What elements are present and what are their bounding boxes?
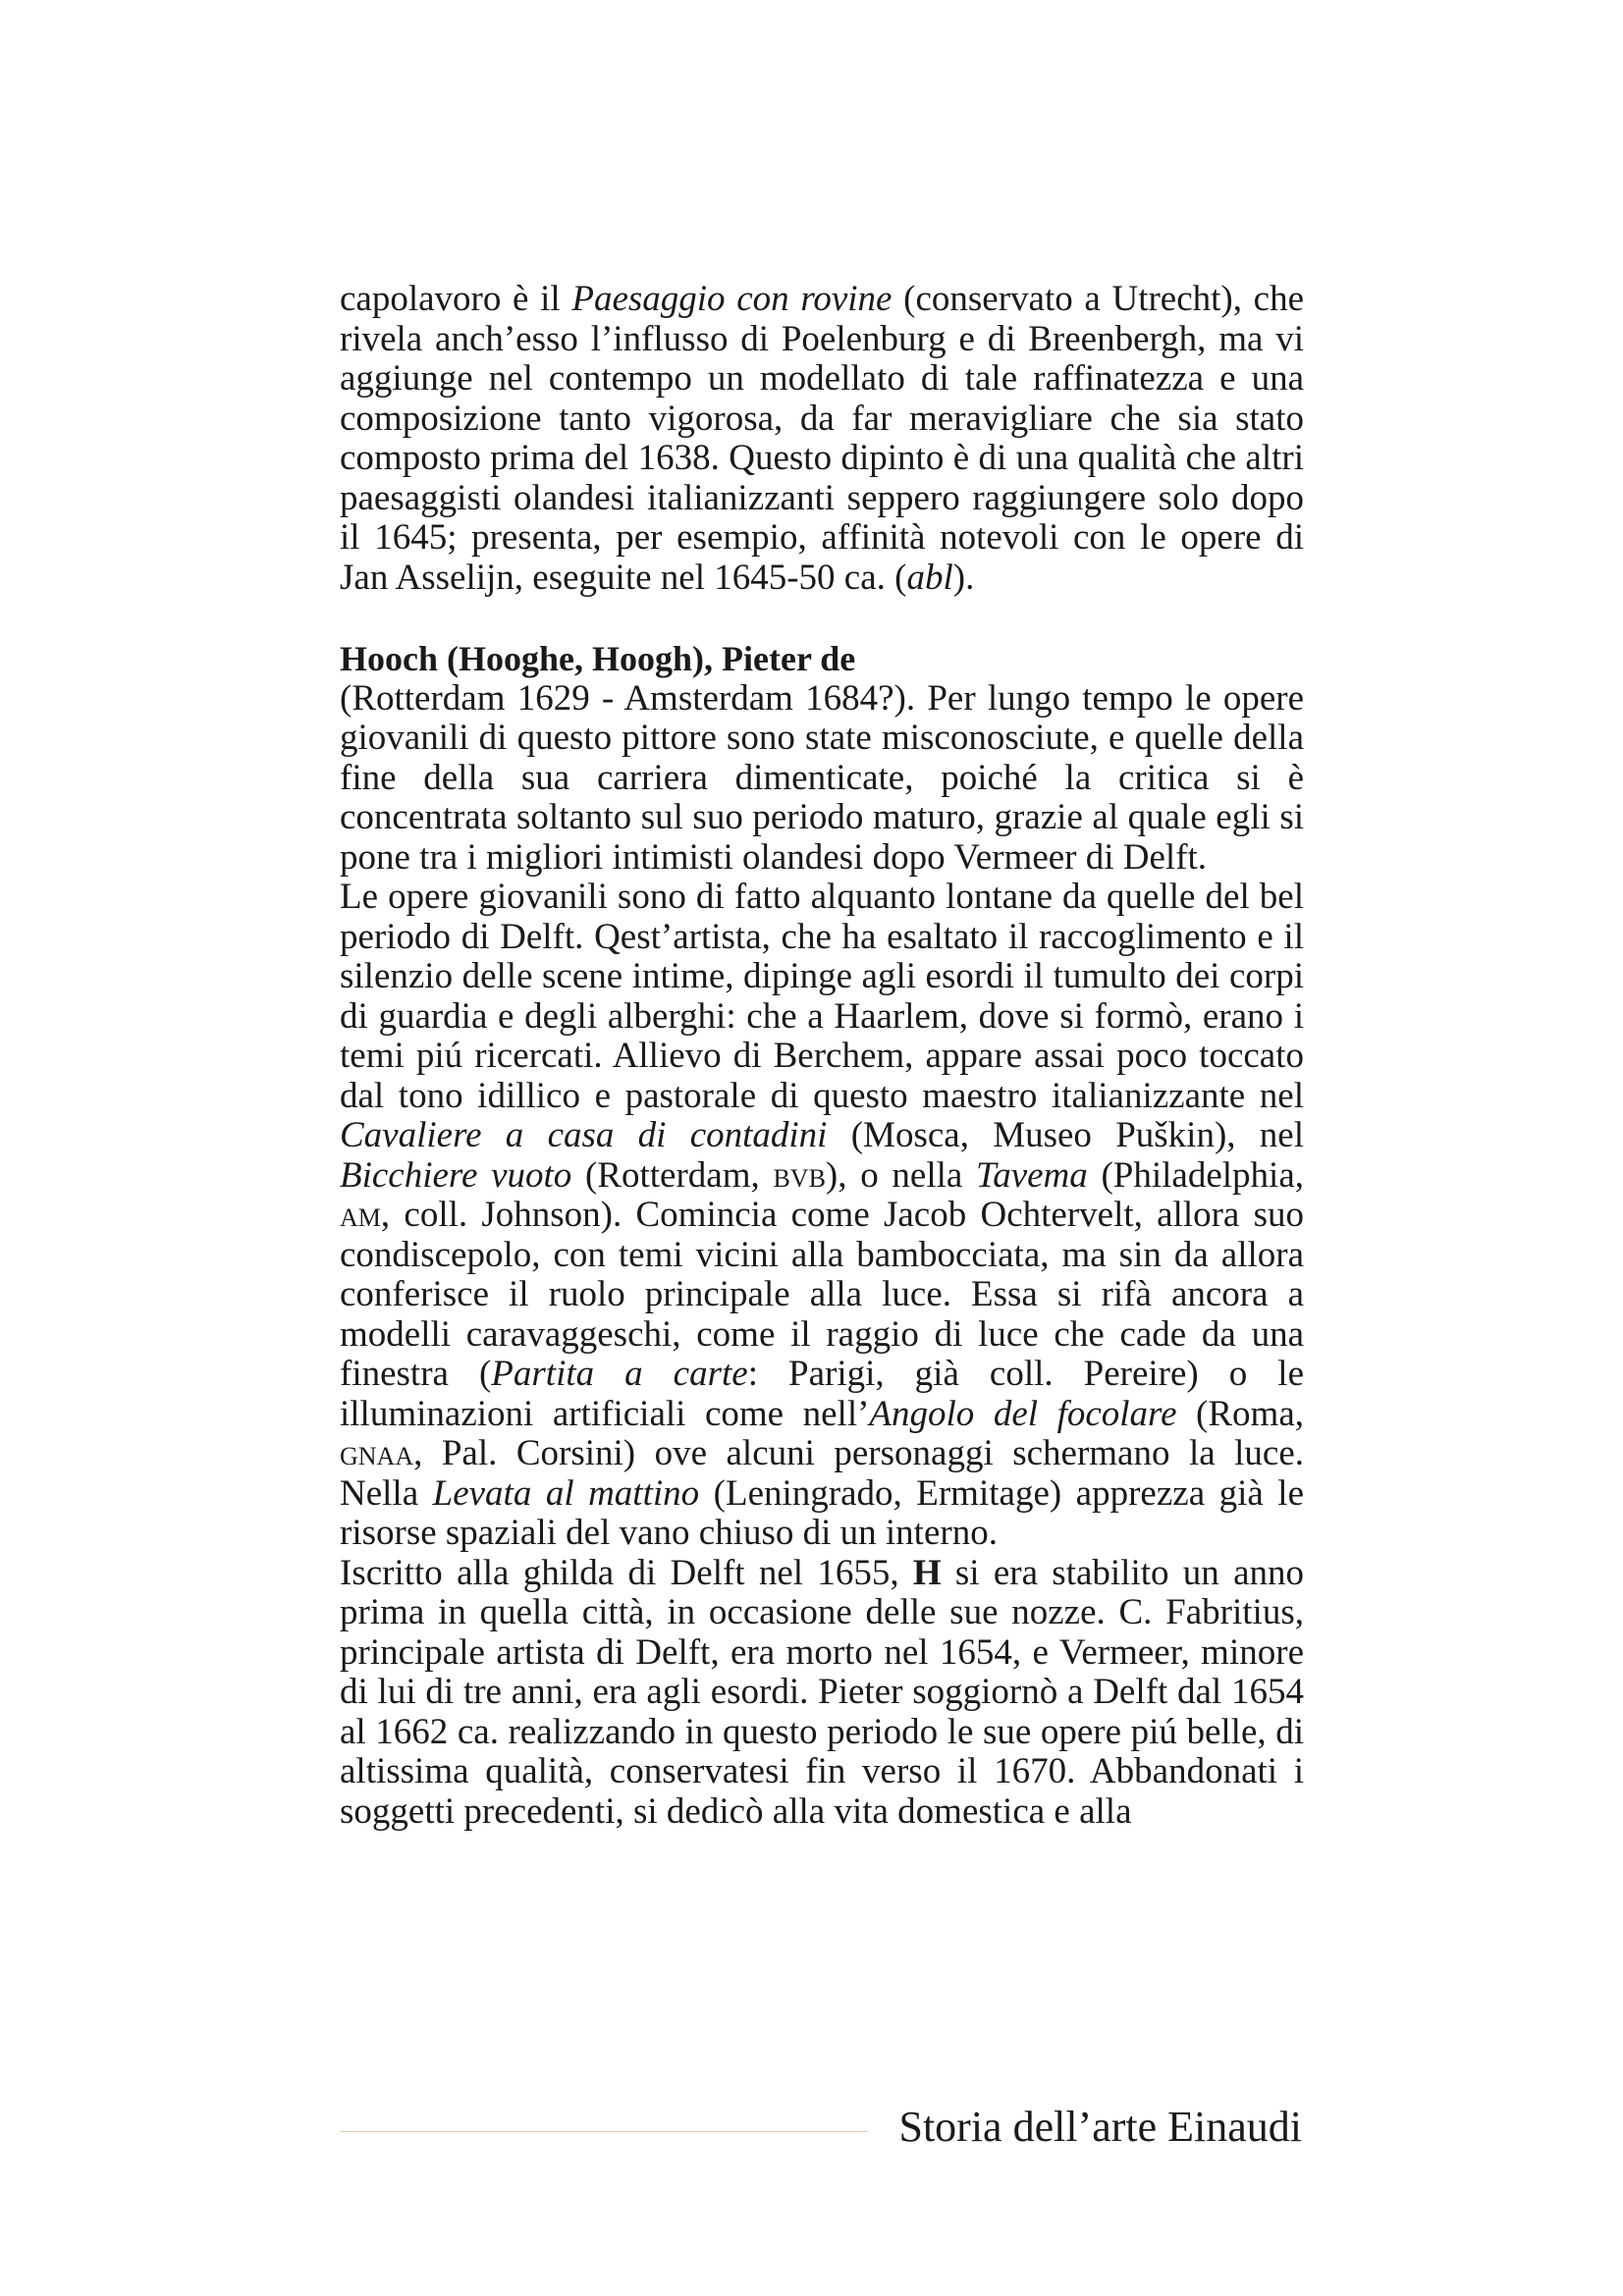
paragraph-early-works <box>340 878 1304 1554</box>
text-run: (Philadelphia, <box>1087 1154 1305 1196</box>
work-title: Tavema <box>976 1154 1088 1196</box>
paragraph-continuation <box>340 280 1304 598</box>
text-run: (Leningrado, Ermitage) apprezza già le risorse spaziali del vano chiuso di un interno. <box>340 1472 1305 1553</box>
footer-rule <box>340 2131 868 2132</box>
text-run: (Mosca, Museo Puškin), nel <box>827 1115 1304 1155</box>
work-title: Bicchiere vuoto <box>340 1154 572 1196</box>
text-run: , Pal. Corsini) ove alcuni personaggi schermano la luce. Nella <box>340 1433 1304 1514</box>
text-run: si era stabilito un anno prima in quella città, in occasione delle sue nozze. C. Fabritius, principale artista di Delft, era morto nel 1654, e Vermeer, minore di lui di tre anni, era agli esordi. Pieter soggiornò a Delft dal 1654 al 1662 ca. realizzando in questo periodo le sue opere piú belle, di altissima qualità, conservatesi fin verso il 1670. Abbandonati i soggetti precedenti, si dedicò alla vita domestica e alla <box>340 1552 1304 1832</box>
text-run: ), o nella <box>825 1154 977 1196</box>
text-run: Iscritto alla ghilda di Delft nel 1655, <box>340 1552 913 1593</box>
entry-heading: Hooch (Hooghe, Hoogh), Pieter de <box>340 639 856 678</box>
text-run: Le opere giovanili sono di fatto alquanto lontane da quelle del bel periodo di Delft. Qest’artista, che ha esaltato il raccoglimento e il silenzio delle scene intime, dipinge agli esordi il tumulto dei corpi di guardia e degli alberghi: che a Haarlem, dove si formò, erano i temi piú ricercati. Allievo di Berchem, appare assai poco toccato dal tono idillico e pastorale di questo maestro italianizzante nel <box>340 877 1304 1116</box>
work-title: Paesaggio con rovine <box>571 279 893 319</box>
author-initials: abl <box>906 557 953 598</box>
work-title: Cavaliere a casa di contadini <box>340 1115 828 1155</box>
paragraph-intro: (Rotterdam 1629 - Amsterdam 1684?). Per lungo tempo le opere giovanili di questo pittore sono state misconosciute, e quelle della fine della sua carriera dimenticate, poiché la critica si è concentrata soltanto sul suo periodo maturo, grazie al quale egli si pone tra i migliori intimisti olandesi dopo Vermeer di Delft. <box>340 677 1304 878</box>
paragraph-delft-period <box>340 1554 1304 1833</box>
entry-initial: H <box>912 1552 942 1593</box>
work-title: Partita a carte <box>491 1354 748 1394</box>
body-text <box>340 280 1304 1832</box>
text-run: (Roma, <box>1176 1393 1305 1434</box>
text-run: capolavoro è il <box>340 279 572 319</box>
text-run: (conservato a Utrecht), che rivela anch’esso l’influsso di Poelenburg e di Breenbergh, ma vi aggiunge nel contempo un modellato di tale raffinatezza e una composizione tanto vigorosa, da far meravigliare che sia stato composto prima del 1638. Questo dipinto è di una qualità che altri paesaggisti olandesi italianizzanti seppero raggiungere solo dopo il 1645; presenta, per esempio, affinità notevoli con le opere di Jan Asselijn, eseguite nel 1645-50 ca. ( <box>340 279 1305 598</box>
museum-abbreviation: am <box>340 1195 381 1235</box>
footer-label: Storia dell’arte Einaudi <box>898 2103 1302 2151</box>
text-run: : Parigi, già coll. Pereire) o le illuminazioni artificiali come nell’ <box>340 1354 1304 1434</box>
work-title: Levata al mattino <box>432 1472 700 1514</box>
work-title: Angolo del focolare <box>869 1393 1177 1434</box>
text-run: (Rotterdam, <box>571 1154 774 1196</box>
text-run: ). <box>952 557 975 598</box>
text-run: , coll. Johnson). Comincia come Jacob Ochtervelt, allora suo condiscepolo, con temi vicini alla bambocciata, ma sin da allora conferisce il ruolo principale alla luce. Essa si rifà ancora a modelli caravaggeschi, come il raggio di luce che cade da una finestra ( <box>340 1195 1304 1394</box>
museum-abbreviation: gnaa <box>340 1433 414 1473</box>
museum-abbreviation: bvb <box>773 1154 826 1196</box>
